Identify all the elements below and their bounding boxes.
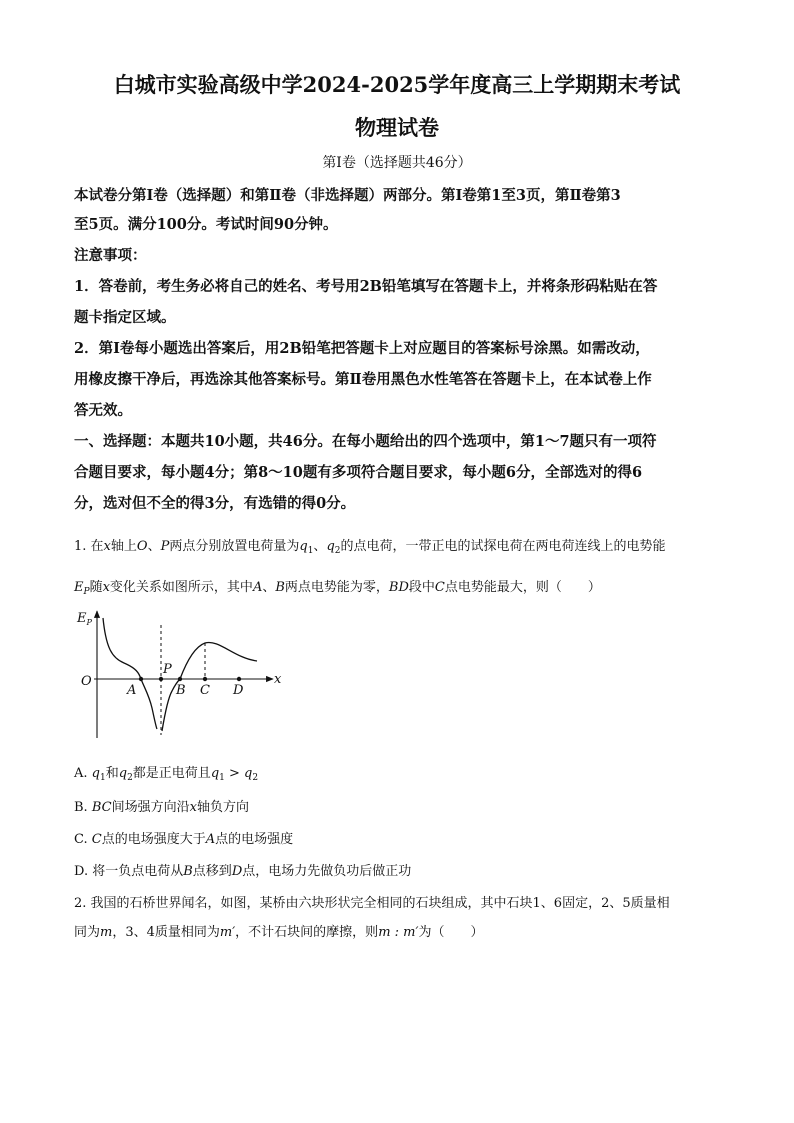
question-2-line-1: 2. 我国的石桥世界闻名，如图，某桥由六块形状完全相同的石块组成，其中石块1、6固定，2、5质量相 xyxy=(74,896,670,911)
question-2-line-2: 同为m，3、4质量相同为m′，不计石块间的摩擦，则m : m′为（ ） xyxy=(74,925,484,940)
question-1-line-2: $E_P$随x变化关系如图所示，其中A、B两点电势能为零，BD段中C点电势能最大，则（ ） xyxy=(74,580,601,597)
section-one-line-2: 合题目要求，每小题4分；第8～10题有多项符合题目要求，每小题6分，全部选对的得6 xyxy=(74,464,643,481)
point-b-dot xyxy=(178,677,182,681)
intro-line-1: 本试卷分第Ⅰ卷（选择题）和第Ⅱ卷（非选择题）两部分。第Ⅰ卷第1至3页，第Ⅱ卷第3 xyxy=(74,187,621,204)
exam-title: 白城市实验高级中学2024-2025学年度高三上学期期末考试 xyxy=(113,72,681,97)
section-one-line-1: 一、选择题：本题共10小题，共46分。在每小题给出的四个选项中，第1～7题只有一项符 xyxy=(74,433,657,450)
section-one-line-3: 分，选对但不全的得3分，有选错的得0分。 xyxy=(74,495,356,512)
question-1-option-a: A. $q_1$和$q_2$都是正电荷且$q_1 > q_2$ xyxy=(74,766,259,783)
point-d-label: D xyxy=(233,683,244,698)
note-2-line-1: 2．第Ⅰ卷每小题选出答案后，用2B铅笔把答题卡上对应题目的答案标号涂黑。如需改动， xyxy=(74,340,650,357)
point-a-dot xyxy=(139,677,143,681)
question-1-option-c: C. C点的电场强度大于A点的电场强度 xyxy=(74,832,294,847)
note-1-line-1: 1．答卷前，考生务必将自己的姓名、考号用2B铅笔填写在答题卡上，并将条形码粘贴在答 xyxy=(74,278,658,295)
point-d-dot xyxy=(237,677,241,681)
left-curve xyxy=(103,618,157,729)
note-1-line-2: 题卡指定区域。 xyxy=(74,309,176,326)
question-1-line-1: 1. 在x轴上O、P两点分别放置电荷量为$q_1$、$q_2$的点电荷，一带正电的试探电荷在两电荷连线上的电势能 xyxy=(74,539,666,556)
origin-label: O xyxy=(81,674,92,689)
point-p-label: P xyxy=(163,662,172,677)
question-1-option-d: D. 将一负点电荷从B点移到D点，电场力先做负功后做正功 xyxy=(74,864,412,879)
note-2-line-2: 用橡皮擦干净后，再选涂其他答案标号。第Ⅱ卷用黑色水性笔答在答题卡上，在本试卷上作 xyxy=(74,371,652,388)
potential-energy-graph xyxy=(74,603,289,743)
notes-heading: 注意事项： xyxy=(74,247,147,264)
point-b-label: B xyxy=(176,683,186,698)
section-heading: 第Ⅰ卷（选择题共46分） xyxy=(322,155,472,171)
x-axis-label: x xyxy=(274,672,282,687)
point-a-label: A xyxy=(127,683,137,698)
point-c-label: C xyxy=(200,683,210,698)
y-axis-label: $E_P$ xyxy=(77,611,92,627)
note-2-line-3: 答无效。 xyxy=(74,402,132,419)
subject-title: 物理试卷 xyxy=(355,115,439,140)
point-p-dot xyxy=(159,677,163,681)
point-c-dot xyxy=(203,677,207,681)
intro-line-2: 至5页。满分100分。考试时间90分钟。 xyxy=(74,216,338,233)
question-1-option-b: B. BC间场强方向沿x轴负方向 xyxy=(74,800,249,815)
